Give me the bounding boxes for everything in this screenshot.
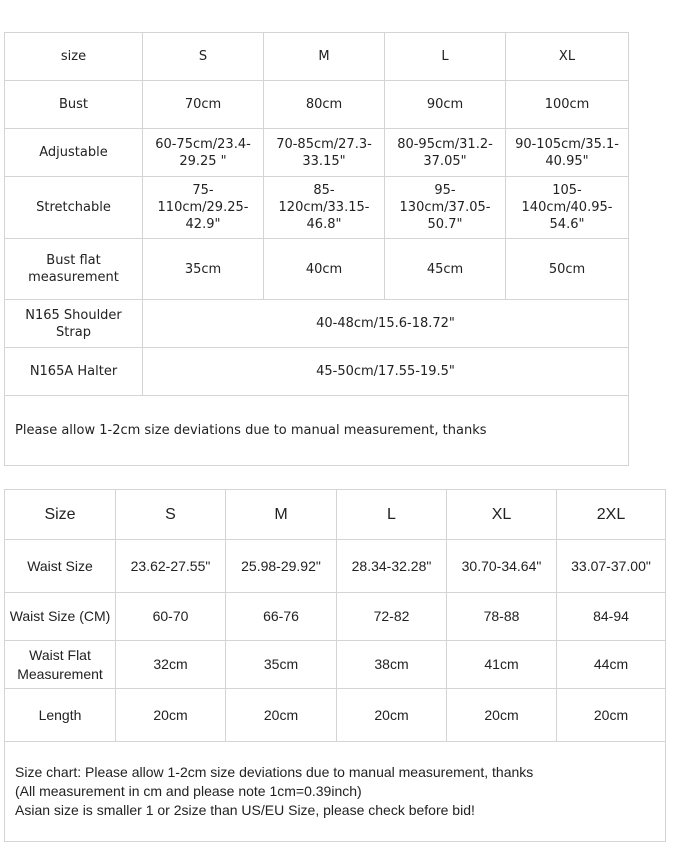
header-cell: M	[264, 33, 385, 81]
table-row	[5, 81, 629, 129]
table-cell: 80cm	[264, 81, 385, 129]
row-label: N165A Halter	[5, 348, 143, 396]
note-line: (All measurement in cm and please note 1cm=0.39inch)	[15, 783, 362, 799]
header-cell: S	[116, 490, 226, 540]
table-row	[5, 300, 629, 348]
table-cell: 85-120cm/33.15-46.8"	[264, 177, 385, 239]
table-cell: 66-76	[226, 593, 337, 641]
table-cell: 78-88	[447, 593, 557, 641]
table-row	[5, 348, 629, 396]
table-row	[5, 540, 666, 593]
table-cell: 20cm	[447, 689, 557, 742]
header-cell: S	[143, 33, 264, 81]
note-row	[5, 396, 629, 466]
table-cell: 23.62-27.55"	[116, 540, 226, 593]
table-cell: 35cm	[226, 641, 337, 689]
note-row	[5, 742, 666, 842]
header-row	[5, 490, 666, 540]
table-cell: 95-130cm/37.05-50.7"	[385, 177, 506, 239]
row-label: Bust	[5, 81, 143, 129]
table-row	[5, 689, 666, 742]
table-cell: 44cm	[557, 641, 666, 689]
table-cell: 84-94	[557, 593, 666, 641]
table-cell: 40cm	[264, 239, 385, 300]
row-label: Bust flat measurement	[5, 239, 143, 300]
table-cell: 50cm	[506, 239, 629, 300]
header-cell: L	[385, 33, 506, 81]
row-label: Waist Flat Measurement	[5, 641, 116, 689]
header-cell: XL	[506, 33, 629, 81]
table-cell: 45cm	[385, 239, 506, 300]
header-cell: M	[226, 490, 337, 540]
table-cell: 90-105cm/35.1-40.95"	[506, 129, 629, 177]
table-cell: 20cm	[116, 689, 226, 742]
table-cell: 100cm	[506, 81, 629, 129]
header-cell: XL	[447, 490, 557, 540]
row-label: Waist Size (CM)	[5, 593, 116, 641]
table-cell: 25.98-29.92"	[226, 540, 337, 593]
table-cell: 80-95cm/31.2-37.05"	[385, 129, 506, 177]
table-cell: 20cm	[226, 689, 337, 742]
table-cell: 28.34-32.28"	[337, 540, 447, 593]
table-cell: 60-75cm/23.4-29.25 "	[143, 129, 264, 177]
merged-cell: 40-48cm/15.6-18.72"	[143, 300, 629, 348]
table-row	[5, 239, 629, 300]
table-cell: 75-110cm/29.25-42.9"	[143, 177, 264, 239]
table-note	[5, 742, 666, 842]
header-cell: Size	[5, 490, 116, 540]
row-label: Waist Size	[5, 540, 116, 593]
note-line: Asian size is smaller 1 or 2size than US/EU Size, please check before bid!	[15, 802, 475, 818]
note-line: Size chart: Please allow 1-2cm size deviations due to manual measurement, thanks	[15, 764, 534, 780]
table-cell: 20cm	[557, 689, 666, 742]
waist-size-table	[4, 489, 666, 842]
header-cell: size	[5, 33, 143, 81]
table-cell: 33.07-37.00"	[557, 540, 666, 593]
table-cell: 41cm	[447, 641, 557, 689]
bra-size-table	[4, 32, 629, 466]
table-row	[5, 641, 666, 689]
table-cell: 20cm	[337, 689, 447, 742]
header-cell: 2XL	[557, 490, 666, 540]
table-note: Please allow 1-2cm size deviations due to manual measurement, thanks	[5, 396, 629, 466]
table-cell: 30.70-34.64"	[447, 540, 557, 593]
row-label: Stretchable	[5, 177, 143, 239]
merged-cell: 45-50cm/17.55-19.5"	[143, 348, 629, 396]
table-cell: 70cm	[143, 81, 264, 129]
row-label: Adjustable	[5, 129, 143, 177]
row-label: N165 Shoulder Strap	[5, 300, 143, 348]
table-cell: 72-82	[337, 593, 447, 641]
table-row	[5, 177, 629, 239]
table-cell: 70-85cm/27.3-33.15"	[264, 129, 385, 177]
table-cell: 32cm	[116, 641, 226, 689]
table-cell: 90cm	[385, 81, 506, 129]
table-cell: 105-140cm/40.95-54.6"	[506, 177, 629, 239]
row-label: Length	[5, 689, 116, 742]
table-row	[5, 593, 666, 641]
table-cell: 38cm	[337, 641, 447, 689]
header-cell: L	[337, 490, 447, 540]
header-row	[5, 33, 629, 81]
table-row	[5, 129, 629, 177]
table-cell: 35cm	[143, 239, 264, 300]
table-cell: 60-70	[116, 593, 226, 641]
